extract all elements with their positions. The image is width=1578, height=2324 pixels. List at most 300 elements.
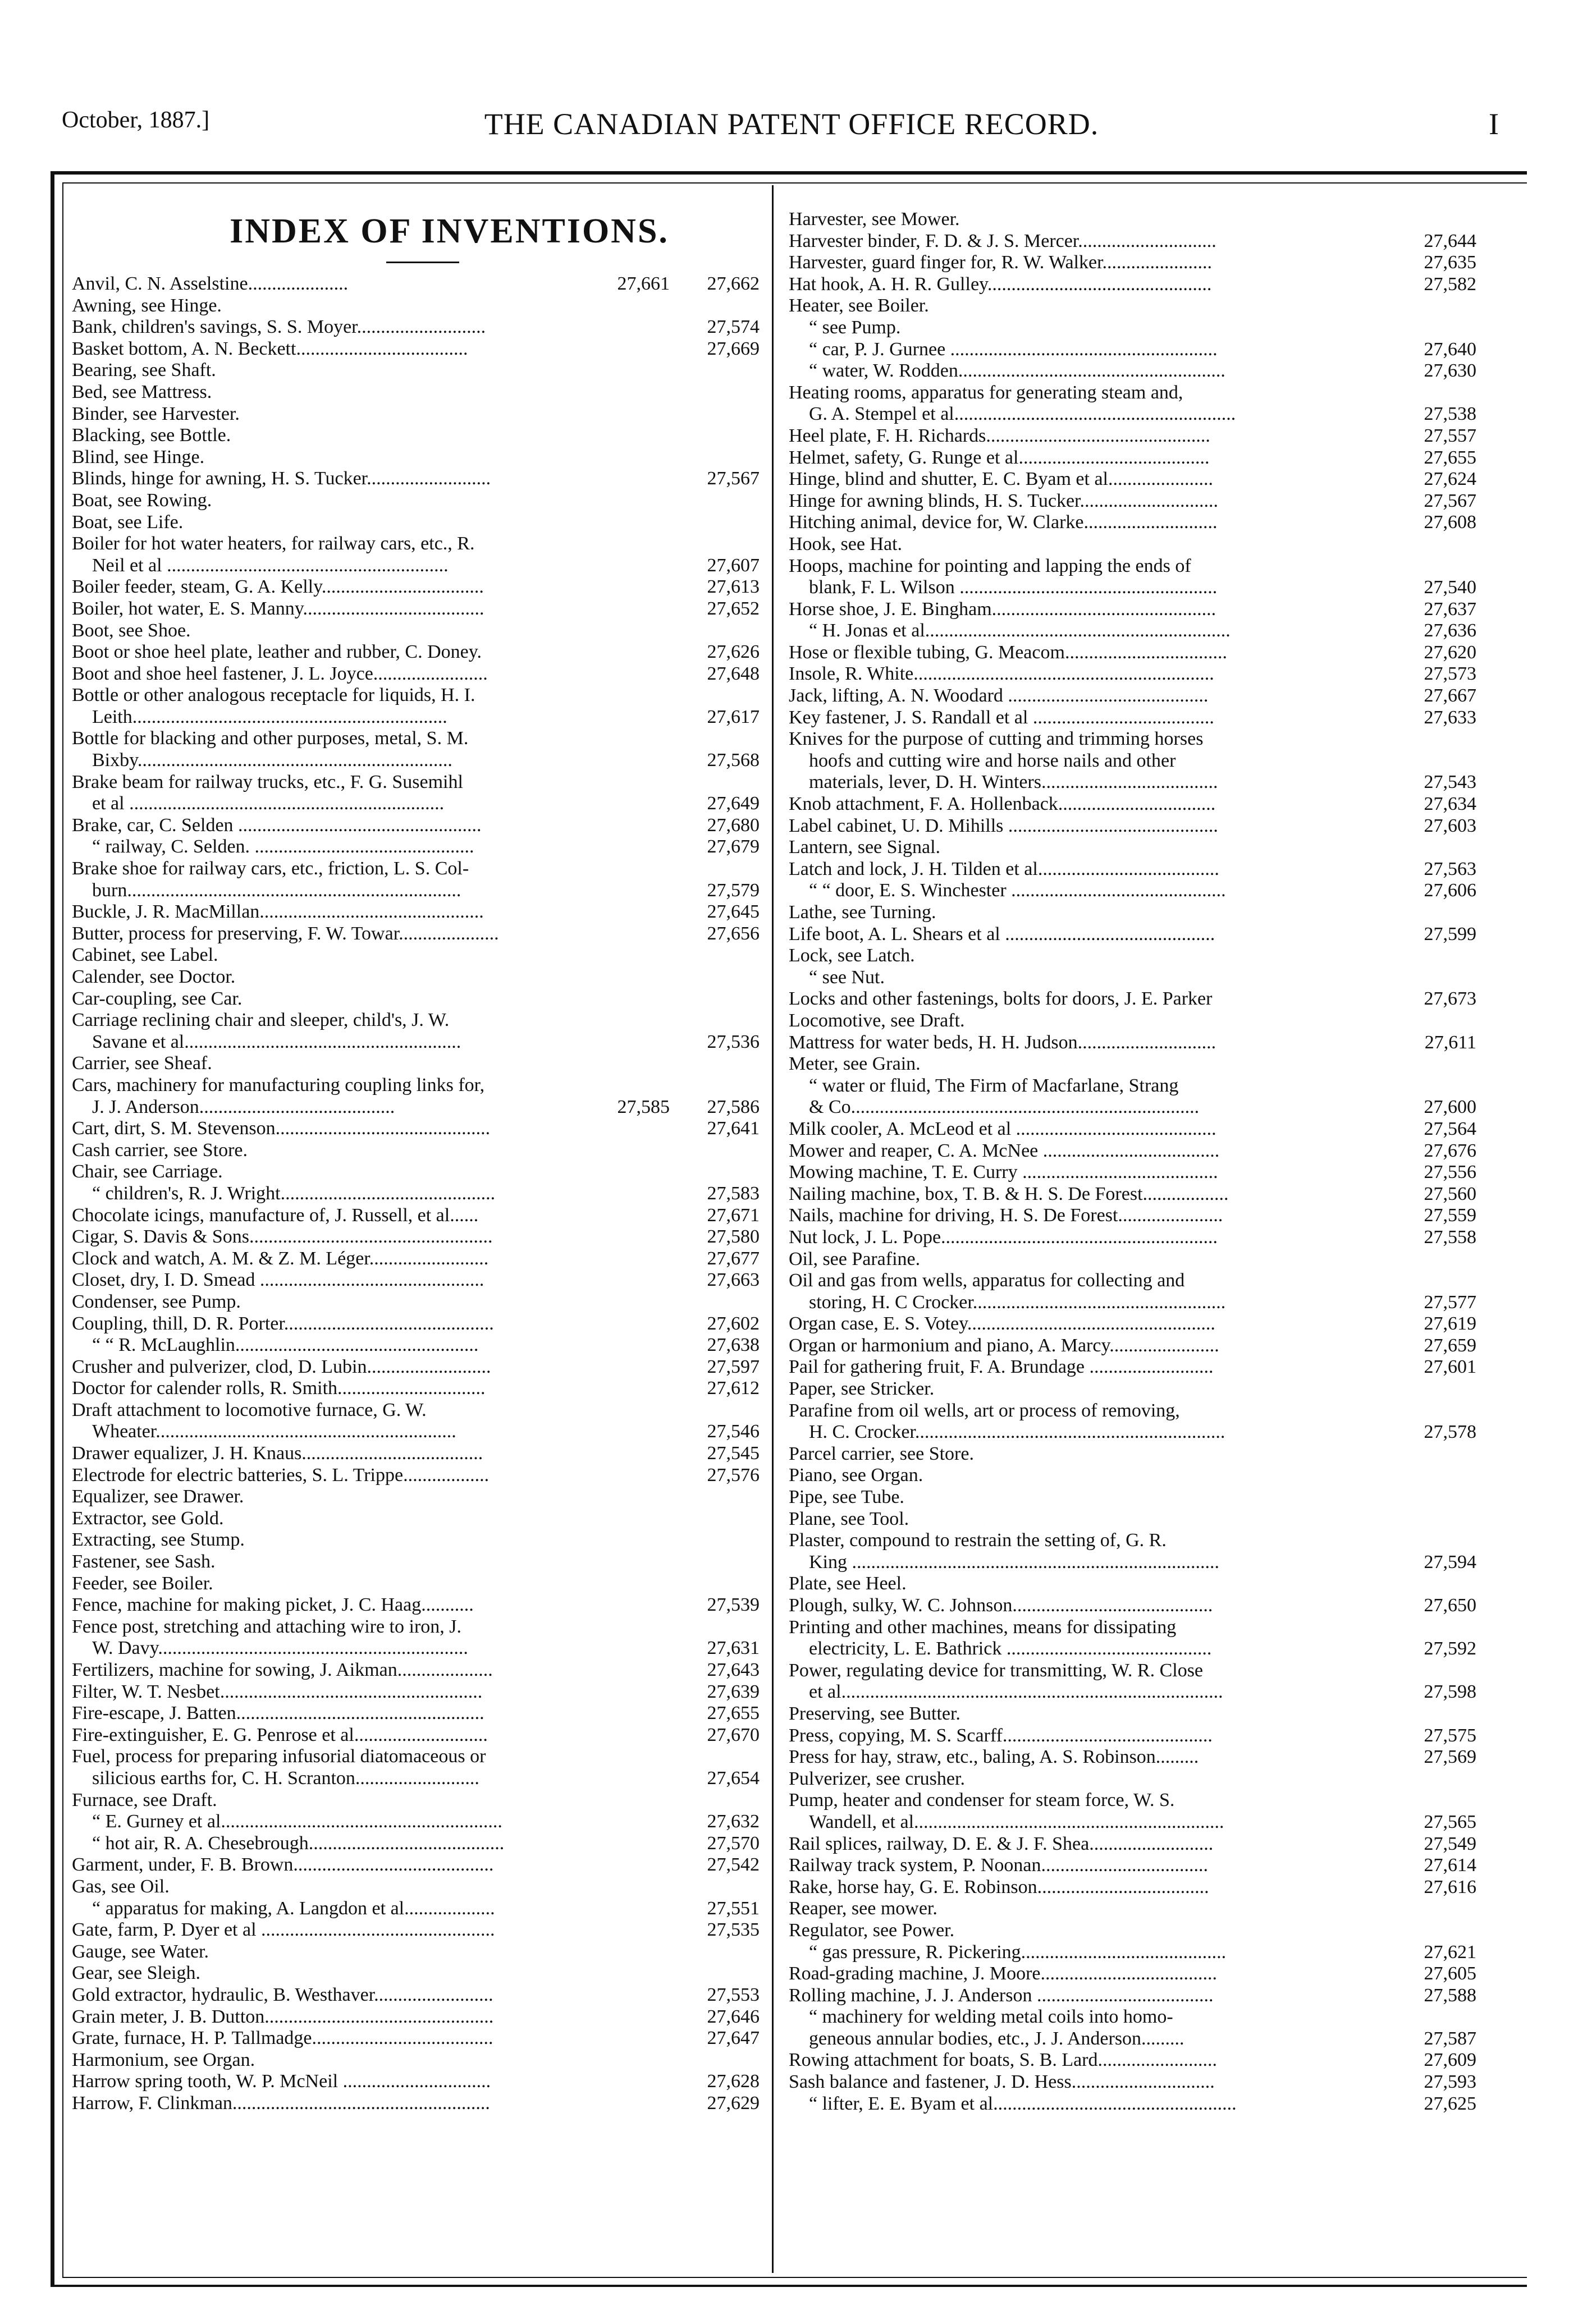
entry-text: Butter, process for preserving, F. W. Towar..................... (72, 923, 499, 944)
entry-text: Cash carrier, see Store. (72, 1139, 248, 1161)
entry-text: G. A. Stempel et al........................................................... (809, 404, 1236, 425)
entry-text: materials, lever, D. H. Winters..................................... (809, 772, 1218, 793)
entry-text: Boat, see Rowing. (72, 489, 212, 511)
entry-text: Boot or shoe heel plate, leather and rubber, C. Doney. (72, 641, 482, 663)
entry-text: Nailing machine, box, T. B. & H. S. De Forest.................. (789, 1183, 1229, 1204)
index-entry (789, 880, 1476, 902)
entry-text: Fire-escape, J. Batten.................................................... (72, 1703, 484, 1724)
patent-number: 27,556 (1424, 1162, 1476, 1183)
entry-text: electricity, L. E. Bathrick ........................................... (809, 1638, 1212, 1660)
patent-number: 27,588 (1424, 1984, 1476, 2006)
index-entry (789, 988, 1476, 1010)
patent-number: 27,636 (1424, 620, 1476, 641)
patent-number: 27,655 (707, 1703, 760, 1724)
patent-number: 27,597 (707, 1356, 760, 1377)
entry-text: Plate, see Heel. (789, 1573, 907, 1594)
entry-text: Filter, W. T. Nesbet....................................................... (72, 1681, 483, 1702)
index-entry (789, 642, 1476, 664)
index-entry (789, 599, 1476, 621)
entry-text: Grate, furnace, H. P. Tallmadge...................................... (72, 2028, 493, 2049)
patent-number: 27,582 (1424, 273, 1476, 295)
index-entry (72, 468, 760, 490)
index-entry (72, 360, 760, 382)
entry-text: Rake, horse hay, G. E. Robinson.................................... (789, 1876, 1209, 1897)
index-entry (789, 447, 1476, 469)
entry-text: Boot and shoe heel fastener, J. L. Joyce........................ (72, 663, 488, 684)
entry-text: Nails, machine for driving, H. S. De Forest...................... (789, 1205, 1223, 1226)
entry-text: Oil, see Parafine. (789, 1248, 921, 1269)
patent-number: 27,671 (707, 1204, 760, 1226)
index-entry (789, 1552, 1476, 1574)
patent-number: 27,542 (707, 1854, 760, 1876)
index-entry (789, 837, 1476, 859)
entry-text: Harvester, see Mower. (789, 209, 960, 230)
entry-text: Heater, see Boiler. (789, 295, 929, 317)
right-entries (789, 209, 1476, 2115)
index-entry (789, 2028, 1476, 2050)
index-entry (72, 1725, 760, 1747)
patent-number: 27,583 (707, 1182, 760, 1204)
patent-number: 27,655 (1424, 447, 1476, 468)
entry-text: Boiler, hot water, E. S. Manny...................................... (72, 598, 484, 619)
patent-number: 27,606 (1424, 880, 1476, 901)
index-entry (789, 491, 1476, 512)
entry-text: Brake, car, C. Selden ................................................... (72, 814, 482, 836)
patent-number: 27,580 (707, 1226, 760, 1248)
entry-text: Gear, see Sleigh. (72, 1963, 201, 1984)
index-entry (789, 1335, 1476, 1357)
entry-text: Bixby.................................................................. (92, 750, 452, 771)
index-entry (72, 338, 760, 360)
entry-text: burn...................................................................... (92, 879, 461, 901)
entry-text: Cabinet, see Label. (72, 945, 218, 966)
entry-text: Hose or flexible tubing, G. Meacom.................................. (789, 641, 1227, 663)
index-entry (789, 1378, 1476, 1400)
patent-number: 27,613 (707, 576, 760, 598)
entry-text: Doctor for calender rolls, R. Smith............................... (72, 1378, 486, 1399)
patent-number: 27,564 (1424, 1118, 1476, 1139)
index-entry (72, 923, 760, 945)
patent-number: 27,621 (1424, 1941, 1476, 1963)
entry-text: Hook, see Hat. (789, 533, 903, 554)
index-entry (72, 1919, 760, 1941)
entry-text: Blacking, see Bottle. (72, 425, 231, 446)
entry-text: Drawer equalizer, J. H. Knaus...................................... (72, 1443, 483, 1464)
entry-text: Piano, see Organ. (789, 1465, 923, 1486)
entry-text: Pulverizer, see crusher. (789, 1768, 965, 1789)
patent-number: 27,538 (1424, 404, 1476, 425)
index-entry (789, 1768, 1476, 1790)
patent-number: 27,661 (617, 273, 670, 294)
index-entry (789, 577, 1476, 599)
entry-text: Fire-extinguisher, E. G. Penrose et al............................ (72, 1724, 488, 1745)
patent-number: 27,585 (617, 1096, 670, 1117)
index-entry (789, 1443, 1476, 1465)
entry-text: Feeder, see Boiler. (72, 1573, 213, 1594)
entry-text: Locomotive, see Draft. (789, 1010, 965, 1031)
index-entry (72, 1833, 760, 1855)
entry-text: “ gas pressure, R. Pickering........................................... (809, 1941, 1227, 1963)
index-entry (72, 1183, 760, 1205)
patent-number: 27,558 (1424, 1226, 1476, 1248)
patent-number: 27,649 (707, 793, 760, 814)
index-entry (72, 447, 760, 469)
entry-text: “ see Pump. (809, 317, 901, 338)
index-entry (789, 1053, 1476, 1075)
index-entry (72, 966, 760, 988)
entry-text: Heating rooms, apparatus for generating steam and, (789, 382, 1183, 403)
index-entry (789, 2006, 1476, 2028)
index-entry (789, 1119, 1476, 1140)
index-entry (72, 1529, 760, 1551)
entry-text: hoofs and cutting wire and horse nails and other (809, 750, 1176, 771)
patent-number: 27,646 (707, 2006, 760, 2027)
index-entry (72, 1443, 760, 1465)
index-entry (72, 1400, 760, 1422)
index-entry (789, 469, 1476, 491)
index-entry (72, 1876, 760, 1898)
index-entry (789, 1227, 1476, 1249)
index-entry (72, 1551, 760, 1573)
entry-text: Paper, see Stricker. (789, 1378, 935, 1400)
index-entry (789, 1356, 1476, 1378)
index-entry (72, 1790, 760, 1812)
entry-text: Hinge for awning blinds, H. S. Tucker............................. (789, 490, 1218, 511)
patent-number: 27,605 (1424, 1963, 1476, 1984)
index-entry (789, 1032, 1476, 1054)
index-entry (789, 1920, 1476, 1942)
index-entry (72, 1161, 760, 1183)
patent-number: 27,545 (707, 1443, 760, 1464)
index-entry (789, 1249, 1476, 1271)
index-entry (789, 1162, 1476, 1184)
entry-text: Chocolate icings, manufacture of, J. Russell, et al...... (72, 1204, 479, 1226)
entry-text: Basket bottom, A. N. Beckett.................................... (72, 338, 468, 359)
patent-number: 27,609 (1424, 2050, 1476, 2071)
entry-text: Clock and watch, A. M. & Z. M. Léger......................... (72, 1248, 489, 1269)
patent-number: 27,586 (707, 1096, 760, 1117)
index-entry (72, 1226, 760, 1248)
entry-text: J. J. Anderson......................................... (92, 1096, 395, 1117)
index-entry (789, 404, 1476, 425)
index-entry (72, 2071, 760, 2093)
patent-number: 27,560 (1424, 1183, 1476, 1204)
index-entry (789, 945, 1476, 967)
index-entry (72, 793, 760, 815)
index-entry (72, 1097, 760, 1119)
entry-text: King ............................................................................. (809, 1551, 1219, 1573)
patent-number: 27,573 (1424, 663, 1476, 685)
patent-number: 27,578 (1424, 1422, 1476, 1443)
index-entry (72, 945, 760, 966)
patent-number: 27,616 (1424, 1876, 1476, 1897)
index-entry (789, 534, 1476, 556)
column-divider (772, 185, 774, 2273)
entry-text: Meter, see Grain. (789, 1053, 921, 1075)
entry-text: Condenser, see Pump. (72, 1291, 241, 1312)
index-entry (789, 815, 1476, 837)
index-entry (72, 1032, 760, 1053)
entry-text: Leith.................................................................. (92, 706, 447, 727)
patent-number: 27,656 (707, 923, 760, 944)
entry-text: Carriage reclining chair and sleeper, child's, J. W. (72, 1010, 450, 1031)
index-entry (72, 1118, 760, 1140)
entry-text: Mower and reaper, C. A. McNee ..................................... (789, 1140, 1220, 1161)
entry-text: Binder, see Harvester. (72, 403, 240, 424)
index-entry (72, 382, 760, 404)
index-entry (789, 1725, 1476, 1747)
patent-number: 27,645 (707, 901, 760, 923)
index-entry (789, 209, 1476, 231)
patent-number: 27,607 (707, 554, 760, 576)
entry-text: Harvester binder, F. D. & J. S. Mercer............................. (789, 230, 1216, 251)
index-right-column (789, 209, 1476, 2115)
index-entry (72, 1269, 760, 1291)
patent-number: 27,640 (1424, 338, 1476, 360)
entry-text: Hoops, machine for pointing and lapping the ends of (789, 555, 1191, 576)
index-entry (72, 533, 760, 555)
index-entry (72, 1010, 760, 1032)
patent-number: 27,634 (1424, 794, 1476, 815)
page-number: I (1489, 107, 1499, 141)
entry-text: Mattress for water beds, H. H. Judson............................. (789, 1032, 1216, 1053)
entry-text: blank, F. L. Wilson ...................................................... (809, 577, 1218, 598)
index-entry (789, 274, 1476, 296)
entry-text: “ water, W. Rodden........................................................ (809, 360, 1225, 382)
entry-text: Closet, dry, I. D. Smead ............................................... (72, 1269, 484, 1291)
index-entry (789, 1205, 1476, 1227)
entry-text: Hat hook, A. H. R. Gulley............................................... (789, 273, 1212, 295)
index-entry (72, 1205, 760, 1227)
index-entry (789, 360, 1476, 382)
index-entry (72, 273, 760, 295)
entry-text: Plaster, compound to restrain the setting of, G. R. (789, 1530, 1167, 1551)
patent-number: 27,654 (707, 1767, 760, 1789)
patent-number: 27,679 (707, 836, 760, 858)
index-entry (72, 620, 760, 642)
index-entry (72, 295, 760, 317)
index-entry (72, 1335, 760, 1356)
patent-number: 27,601 (1424, 1356, 1476, 1378)
entry-text: “ machinery for welding metal coils into homo- (809, 2006, 1173, 2028)
patent-number: 27,612 (707, 1378, 760, 1399)
entry-text: Neil et al ........................................................... (92, 554, 449, 576)
entry-text: Grain meter, J. B. Dutton................................................ (72, 2006, 494, 2027)
patent-number: 27,617 (707, 706, 760, 727)
index-entry (789, 707, 1476, 729)
index-entry (72, 2006, 760, 2028)
entry-text: Cart, dirt, S. M. Stevenson............................................. (72, 1118, 491, 1139)
entry-text: Wheater............................................................... (92, 1421, 456, 1442)
index-entry (789, 1877, 1476, 1899)
index-entry (789, 685, 1476, 707)
entry-text: Brake beam for railway trucks, etc., F. G. Susemihl (72, 771, 463, 792)
entry-text: W. Davy................................................................. (92, 1638, 468, 1659)
patent-number: 27,633 (1424, 707, 1476, 728)
entry-text: Sash balance and fastener, J. D. Hess.............................. (789, 2071, 1215, 2093)
index-entry (789, 556, 1476, 577)
patent-number: 27,543 (1424, 772, 1476, 793)
index-entry (789, 425, 1476, 447)
index-entry (789, 1270, 1476, 1292)
entry-text: Garment, under, F. B. Brown.......................................... (72, 1854, 494, 1876)
entry-text: Press, copying, M. S. Scarff............................................ (789, 1725, 1213, 1746)
patent-number: 27,676 (1424, 1140, 1476, 1161)
index-entry (789, 1963, 1476, 1985)
entry-text: Pail for gathering fruit, F. A. Brundage .......................... (789, 1356, 1214, 1378)
index-entry (72, 317, 760, 338)
entry-text: Latch and lock, J. H. Tilden et al...................................... (789, 858, 1219, 879)
index-entry (789, 1942, 1476, 1964)
patent-number: 27,635 (1424, 252, 1476, 273)
entry-text: Carrier, see Sheaf. (72, 1053, 212, 1074)
index-entry (789, 1681, 1476, 1703)
entry-text: “ see Nut. (809, 966, 885, 988)
entry-text: “ “ door, E. S. Winchester ............................................. (809, 880, 1226, 901)
entry-text: “ E. Gurney et al........................................................... (92, 1811, 502, 1832)
entry-text: Rail splices, railway, D. E. & J. F. Shea.......................... (789, 1833, 1214, 1854)
index-entry (72, 901, 760, 923)
journal-title: THE CANADIAN PATENT OFFICE RECORD. (484, 107, 1099, 141)
issue-date: October, 1887.] (62, 107, 210, 133)
patent-number: 27,563 (1424, 858, 1476, 879)
index-entry (72, 1984, 760, 2006)
entry-text: Plane, see Tool. (789, 1508, 909, 1529)
patent-number: 27,540 (1424, 577, 1476, 598)
entry-text: Harrow spring tooth, W. P. McNeil ............................... (72, 2071, 491, 2092)
patent-number: 27,637 (1424, 598, 1476, 620)
patent-number: 27,639 (707, 1681, 760, 1702)
patent-number: 27,598 (1424, 1681, 1476, 1703)
entry-text: H. C. Crocker................................................................. (809, 1422, 1225, 1443)
index-entry (72, 663, 760, 685)
entry-text: Road-grading machine, J. Moore..................................... (789, 1963, 1217, 1984)
index-entry (72, 858, 760, 880)
entry-text: Harmonium, see Organ. (72, 2049, 255, 2070)
entry-text: Harvester, guard finger for, R. W. Walker....................... (789, 252, 1213, 273)
index-entry (789, 295, 1476, 317)
patent-number: 27,575 (1424, 1725, 1476, 1746)
index-entry (789, 1422, 1476, 1443)
index-entry (72, 1421, 760, 1443)
index-entry (72, 576, 760, 598)
entry-text: Pipe, see Tube. (789, 1487, 904, 1508)
index-entry (789, 1595, 1476, 1617)
entry-text: Heel plate, F. H. Richards............................................... (789, 425, 1210, 446)
index-entry (72, 1291, 760, 1313)
patent-number: 27,546 (707, 1421, 760, 1442)
index-entry (789, 1985, 1476, 2007)
index-entry (789, 1833, 1476, 1855)
entry-text: et al................................................................................ (809, 1681, 1223, 1703)
index-entry (789, 1790, 1476, 1812)
patent-number: 27,579 (707, 879, 760, 901)
index-entry (72, 1573, 760, 1595)
entry-text: Lathe, see Turning. (789, 902, 936, 923)
patent-number: 27,652 (707, 598, 760, 619)
index-entry (72, 555, 760, 577)
index-entry (789, 1509, 1476, 1530)
entry-text: Hinge, blind and shutter, E. C. Byam et al...................... (789, 469, 1213, 490)
patent-number: 27,568 (707, 750, 760, 771)
page-header (62, 107, 1521, 146)
entry-text: Railway track system, P. Noonan................................... (789, 1855, 1208, 1876)
patent-number: 27,539 (707, 1594, 760, 1616)
patent-number: 27,624 (1424, 469, 1476, 490)
entry-text: Mowing machine, T. E. Curry ......................................... (789, 1162, 1218, 1183)
index-entry (789, 1010, 1476, 1032)
patent-number: 27,569 (1424, 1747, 1476, 1768)
index-entry (72, 836, 760, 858)
patent-number: 27,608 (1424, 512, 1476, 533)
index-entry (789, 1184, 1476, 1205)
entry-text: et al .................................................................. (92, 793, 445, 814)
entry-text: Furnace, see Draft. (72, 1789, 217, 1810)
patent-number: 27,587 (1424, 2028, 1476, 2049)
index-entry (789, 1313, 1476, 1335)
entry-text: Awning, see Hinge. (72, 295, 222, 316)
patent-number: 27,593 (1424, 2071, 1476, 2093)
patent-number: 27,680 (707, 814, 760, 836)
index-entry (72, 425, 760, 447)
entry-text: Calender, see Doctor. (72, 966, 236, 987)
patent-number: 27,667 (1424, 685, 1476, 707)
patent-number: 27,641 (707, 1118, 760, 1139)
index-entry (72, 1703, 760, 1725)
index-entry (72, 641, 760, 663)
index-entry (789, 794, 1476, 815)
entry-text: Savane et al.......................................................... (92, 1031, 461, 1052)
entry-text: Organ case, E. S. Votey.................................................... (789, 1313, 1215, 1335)
patent-number: 27,643 (707, 1660, 760, 1680)
entry-text: Blind, see Hinge. (72, 446, 205, 467)
index-title: INDEX OF INVENTIONS. (230, 212, 669, 250)
index-entry (72, 1248, 760, 1270)
patent-number: 27,628 (707, 2071, 760, 2092)
index-entry (72, 685, 760, 707)
entry-text: Brake shoe for railway cars, etc., friction, L. S. Col- (72, 858, 469, 879)
entry-text: Bottle or other analogous receptacle for liquids, H. I. (72, 685, 475, 706)
index-entry (72, 1746, 760, 1768)
index-entry (789, 924, 1476, 946)
entry-text: “ “ R. McLaughlin................................................... (92, 1335, 479, 1356)
entry-text: Gas, see Oil. (72, 1876, 170, 1897)
entry-text: “ H. Jonas et al................................................................ (809, 620, 1231, 641)
entry-text: Harrow, F. Clinkman...................................................... (72, 2092, 490, 2114)
index-entry (789, 1573, 1476, 1595)
patent-number: 27,638 (707, 1335, 760, 1356)
entry-text: Blinds, hinge for awning, H. S. Tucker.......................... (72, 468, 491, 489)
patent-number: 27,559 (1424, 1205, 1476, 1226)
index-entry (789, 252, 1476, 274)
index-entry (789, 512, 1476, 534)
patent-number: 27,594 (1424, 1551, 1476, 1573)
index-entry (72, 2028, 760, 2050)
entry-text: Rolling machine, J. J. Anderson ..................................... (789, 1984, 1214, 2006)
entry-text: Fastener, see Sash. (72, 1551, 216, 1573)
entry-text: Cigar, S. Davis & Sons................................................... (72, 1226, 493, 1248)
index-entry (72, 1898, 760, 1920)
entry-text: “ lifter, E. E. Byam et al................................................... (809, 2093, 1237, 2114)
patent-number: 27,549 (1424, 1833, 1476, 1854)
entry-text: Printing and other machines, means for dissipating (789, 1616, 1177, 1638)
patent-number: 27,603 (1424, 815, 1476, 836)
index-entry (789, 1617, 1476, 1639)
entry-text: Cars, machinery for manufacturing coupling links for, (72, 1074, 485, 1095)
entry-text: Gauge, see Water. (72, 1941, 209, 1962)
entry-text: Helmet, safety, G. Runge et al........................................ (789, 447, 1210, 468)
entry-text: Hitching animal, device for, W. Clarke............................ (789, 512, 1218, 533)
